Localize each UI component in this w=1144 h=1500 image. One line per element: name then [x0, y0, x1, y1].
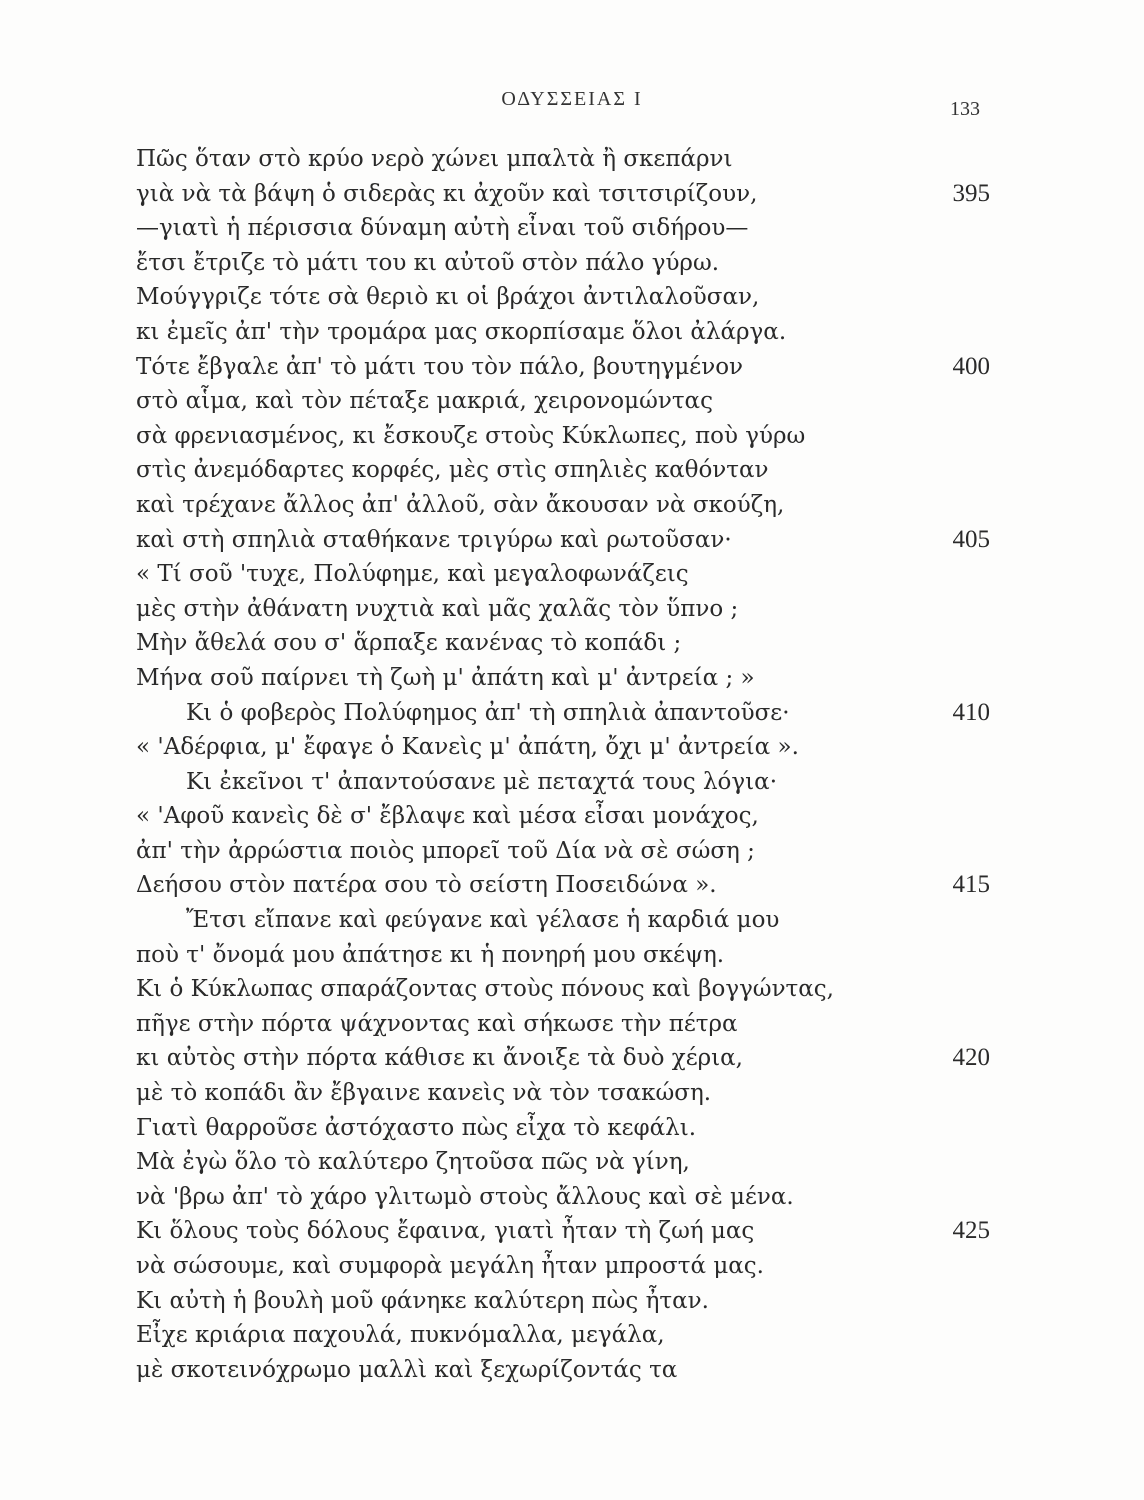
- verse-text: ἔτσι ἔτριζε τὸ μάτι του κι αὐτοῦ στὸν πάλο γύρω.: [136, 249, 720, 276]
- verse-text: καὶ τρέχανε ἄλλος ἀπ' ἀλλοῦ, σὰν ἄκουσαν νὰ σκούζη,: [136, 491, 785, 518]
- verse-line: [0, 1145, 1144, 1180]
- verse-line: [0, 696, 1144, 731]
- line-number: 425: [952, 1217, 990, 1245]
- verse-line: [0, 1076, 1144, 1111]
- verse-text: Μήνα σοῦ παίρνει τὴ ζωὴ μ' ἀπάτη καὶ μ' ἀντρεία ; »: [136, 664, 755, 691]
- verse-line: [0, 834, 1144, 869]
- verse-line: [0, 177, 1144, 212]
- verse-text: Κι ὁ Κύκλωπας σπαράζοντας στοὺς πόνους καὶ βογγώντας,: [136, 976, 834, 1003]
- verse-line: [0, 592, 1144, 627]
- line-number: 410: [952, 698, 990, 726]
- verse-line: [0, 903, 1144, 938]
- verse-text: μὲ τὸ κοπάδι ἂν ἔβγαινε κανεὶς νὰ τὸν τσακώση.: [136, 1080, 712, 1107]
- verse-text: νὰ σώσουμε, καὶ συμφορὰ μεγάλη ἦταν μπροστά μας.: [136, 1253, 764, 1279]
- verse-text: μὲ σκοτεινόχρωμο μαλλὶ καὶ ξεχωρίζοντάς τα: [136, 1356, 678, 1383]
- verse-text: Κι ὁ φοβερὸς Πολύφημος ἀπ' τὴ σπηλιὰ ἀπαντοῦσε·: [186, 699, 790, 726]
- verse-text: κι ἐμεῖς ἀπ' τὴν τρομάρα μας σκορπίσαμε ὅλοι ἀλάργα.: [136, 318, 787, 345]
- line-number: 400: [952, 352, 990, 380]
- verse-line: [0, 1007, 1144, 1042]
- verse-line: [0, 1318, 1144, 1353]
- verse-text: καὶ στὴ σπηλιὰ σταθήκανε τριγύρω καὶ ρωτοῦσαν·: [136, 526, 732, 553]
- verse-line: [0, 1041, 1144, 1076]
- verse-text: μὲς στὴν ἀθάνατη νυχτιὰ καὶ μᾶς χαλᾶς τὸν ὕπνο ;: [136, 595, 739, 622]
- verse-text: « Τί σοῦ 'τυχε, Πολύφημε, καὶ μεγαλοφωνάζεις: [136, 561, 689, 588]
- verse-text: πῆγε στὴν πόρτα ψάχνοντας καὶ σήκωσε τὴν πέτρα: [136, 1010, 738, 1037]
- verse-text: γιὰ νὰ τὰ βάψη ὁ σιδερὰς κι ἀχοῦν καὶ τσιτσιρίζουν,: [136, 180, 758, 207]
- verse-line: [0, 1249, 1144, 1284]
- verse-text: Μὴν ἄθελά σου σ' ἅρπαξε κανένας τὸ κοπάδι ;: [136, 630, 682, 657]
- verse-line: [0, 453, 1144, 488]
- verse-text: νὰ 'βρω ἀπ' τὸ χάρο γλιτωμὸ στοὺς ἄλλους καὶ σὲ μένα.: [136, 1183, 794, 1210]
- verse-text: Μὰ ἐγὼ ὅλο τὸ καλύτερο ζητοῦσα πῶς νὰ γίνη,: [136, 1149, 690, 1176]
- verse-line: [0, 799, 1144, 834]
- verse-line: [0, 557, 1144, 592]
- verse-text: Τότε ἔβγαλε ἀπ' τὸ μάτι του τὸν πάλο, βουτηγμένον: [136, 353, 744, 380]
- line-number: 395: [952, 179, 990, 207]
- page-number: 133: [950, 98, 980, 120]
- line-number: 415: [952, 871, 990, 899]
- verse-text: Δεήσου στὸν πατέρα σου τὸ σείστη Ποσειδώνα ».: [136, 872, 717, 899]
- verse-text: Κι αὐτὴ ἡ βουλὴ μοῦ φάνηκε καλύτερη πὼς ἦταν.: [136, 1287, 709, 1314]
- verse-block: [0, 142, 1144, 1387]
- verse-text: Πῶς ὅταν στὸ κρύο νερὸ χώνει μπαλτὰ ἢ σκεπάρνι: [136, 146, 733, 172]
- verse-text: σὰ φρενιασμένος, κι ἔσκουζε στοὺς Κύκλωπες, ποὺ γύρω: [136, 422, 806, 449]
- verse-text: στὶς ἀνεμόδαρτες κορφές, μὲς στὶς σπηλιὲς καθόνταν: [136, 457, 769, 484]
- verse-text: Γιατὶ θαρροῦσε ἀστόχαστο πὼς εἶχα τὸ κεφάλι.: [136, 1114, 697, 1141]
- verse-text: κι αὐτὸς στὴν πόρτα κάθισε κι ἄνοιξε τὰ δυὸ χέρια,: [136, 1045, 743, 1072]
- verse-text: ἀπ' τὴν ἀρρώστια ποιὸς μπορεῖ τοῦ Δία νὰ σὲ σώση ;: [136, 837, 755, 864]
- verse-line: [0, 1353, 1144, 1388]
- verse-line: [0, 1284, 1144, 1319]
- verse-text: ποὺ τ' ὄνομά μου ἀπάτησε κι ἡ πονηρή μου σκέψη.: [136, 941, 725, 968]
- verse-line: [0, 419, 1144, 454]
- verse-line: [0, 211, 1144, 246]
- verse-text: Μούγγριζε τότε σὰ θεριὸ κι οἱ βράχοι ἀντιλαλοῦσαν,: [136, 284, 760, 311]
- verse-text: Κι ἐκεῖνοι τ' ἀπαντούσανε μὲ πεταχτά τους λόγια·: [186, 768, 778, 795]
- line-number: 420: [952, 1044, 990, 1072]
- verse-line: [0, 1111, 1144, 1146]
- verse-line: [0, 1214, 1144, 1249]
- verse-line: [0, 142, 1144, 177]
- verse-line: [0, 246, 1144, 281]
- verse-line: [0, 350, 1144, 385]
- verse-text: « 'Αδέρφια, μ' ἔφαγε ὁ Κανεὶς μ' ἀπάτη, ὄχι μ' ἀντρεία ».: [136, 734, 799, 761]
- verse-text: —γιατὶ ἡ πέρισσια δύναμη αὐτὴ εἶναι τοῦ σιδήρου—: [136, 215, 749, 242]
- verse-line: [0, 280, 1144, 315]
- verse-line: [0, 626, 1144, 661]
- verse-text: Κι ὅλους τοὺς δόλους ἔφαινα, γιατὶ ἦταν τὴ ζωή μας: [136, 1218, 755, 1245]
- line-number: 405: [952, 525, 990, 553]
- verse-line: [0, 384, 1144, 419]
- verse-text: Εἶχε κριάρια παχουλά, πυκνόμαλλα, μεγάλα,: [136, 1322, 665, 1349]
- verse-line: [0, 661, 1144, 696]
- verse-line: [0, 730, 1144, 765]
- verse-line: [0, 868, 1144, 903]
- running-title: ΟΔΥΣΣΕΙΑΣ Ι: [501, 88, 643, 110]
- verse-line: [0, 315, 1144, 350]
- verse-line: [0, 488, 1144, 523]
- verse-line: [0, 1180, 1144, 1215]
- verse-line: [0, 523, 1144, 558]
- verse-line: [0, 765, 1144, 800]
- verse-text: Ἔτσι εἴπανε καὶ φεύγανε καὶ γέλασε ἡ καρδιά μου: [186, 907, 780, 934]
- verse-line: [0, 972, 1144, 1007]
- verse-text: « 'Αφοῦ κανεὶς δὲ σ' ἔβλαψε καὶ μέσα εἶσαι μονάχος,: [136, 803, 759, 830]
- verse-line: [0, 938, 1144, 973]
- verse-text: στὸ αἷμα, καὶ τὸν πέταξε μακριά, χειρονομώντας: [136, 388, 713, 415]
